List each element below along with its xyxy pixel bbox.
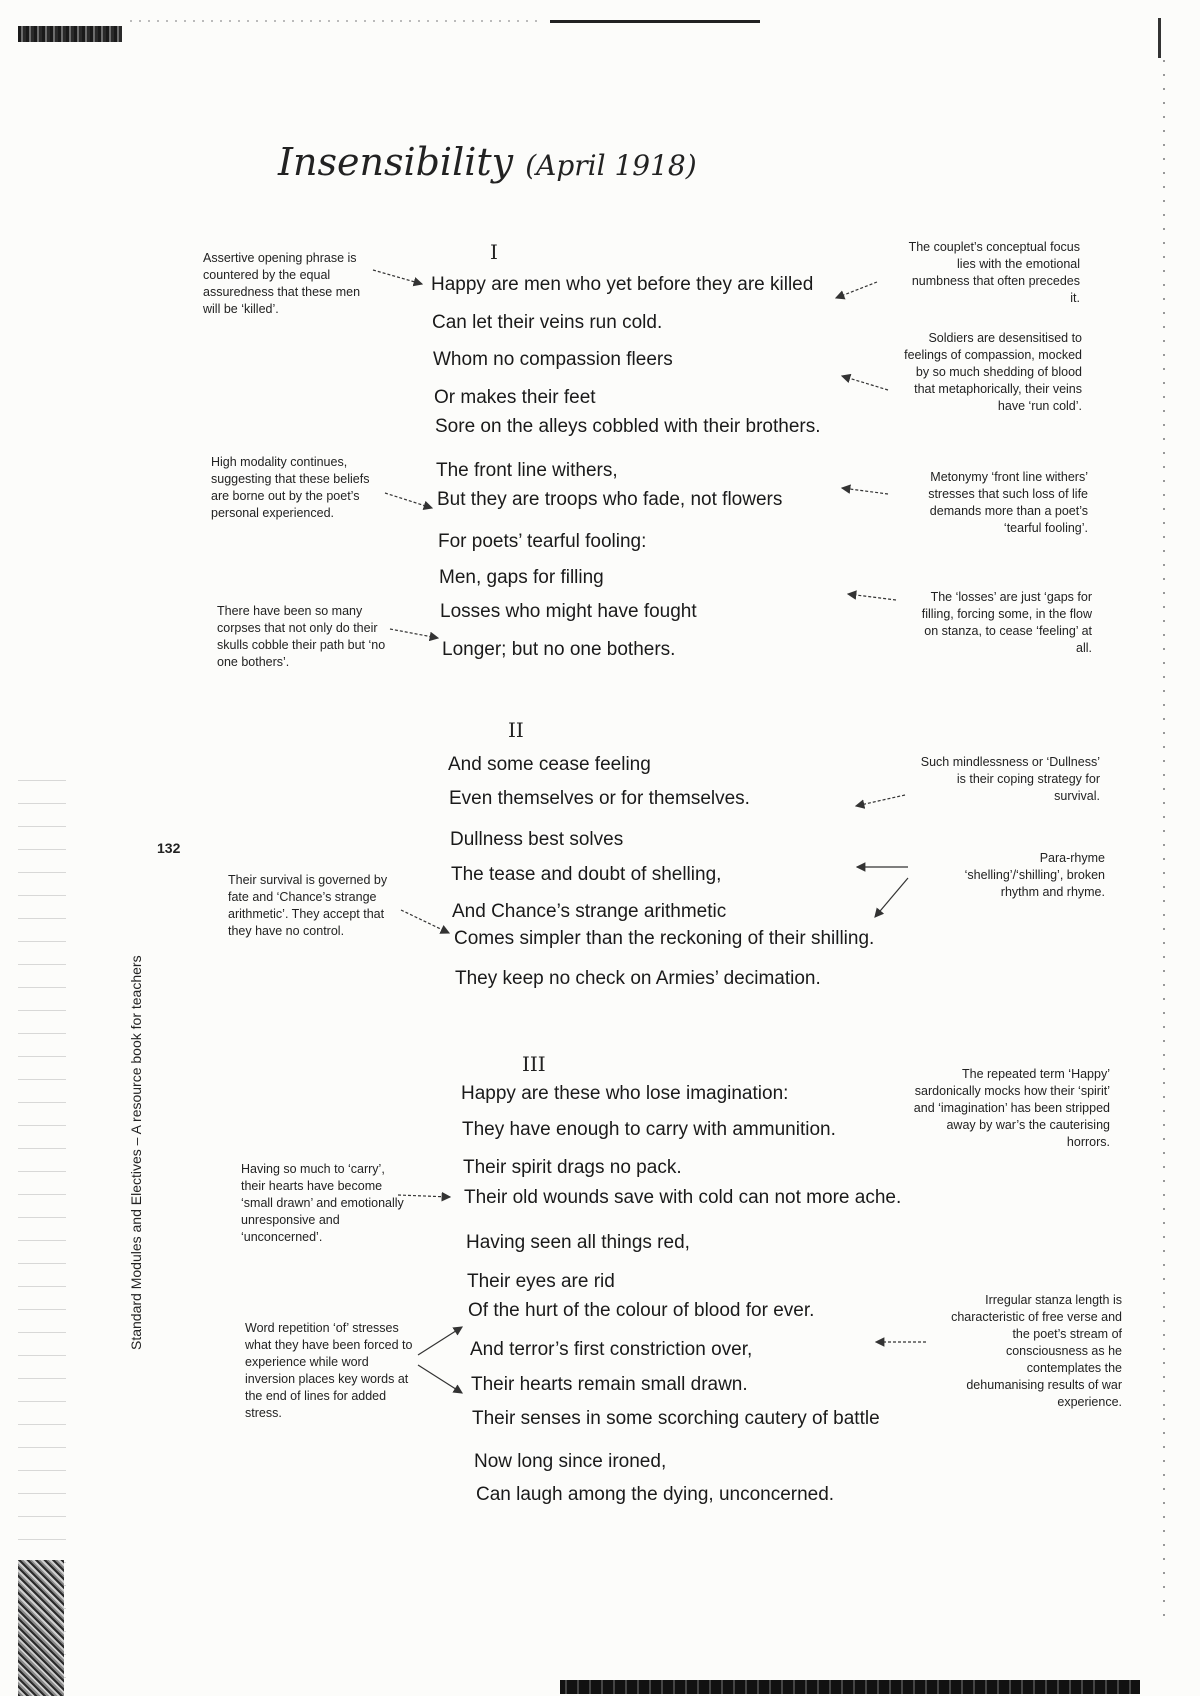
arrow	[418, 1327, 462, 1355]
poem-line: Their spirit drags no pack.	[463, 1157, 682, 1178]
poem-line: Can let their veins run cold.	[432, 312, 663, 333]
poem-line: Or makes their feet	[434, 387, 596, 408]
poem-line: But they are troops who fade, not flowers	[437, 489, 783, 510]
poem-line: Men, gaps for filling	[439, 567, 604, 588]
scan-artifact-bottom-bar	[560, 1680, 1140, 1694]
arrow	[401, 910, 449, 933]
scan-artifact-right-dots	[1163, 60, 1165, 1620]
arrow	[418, 1365, 462, 1393]
scan-artifact-top-dots	[130, 20, 540, 22]
poem-line: Happy are these who lose imagination:	[461, 1083, 789, 1104]
poem-line: Whom no compassion fleers	[433, 349, 673, 370]
poem-line: And some cease feeling	[448, 754, 651, 775]
arrow	[385, 493, 432, 508]
arrow	[856, 795, 905, 806]
poem-line: Can laugh among the dying, unconcerned.	[476, 1484, 835, 1505]
annotation-right: Irregular stanza length is characteristic of free verse and the poet’s stream of consciousness as he contemplates the dehumanising results of war experience.	[951, 1293, 1122, 1409]
arrow	[836, 282, 877, 298]
annotation-left: Assertive opening phrase is countered by the equal assuredness that these men will be ‘killed’.	[203, 251, 361, 316]
poem-line: The tease and doubt of shelling,	[451, 864, 722, 885]
stanza-numeral: I	[490, 240, 498, 264]
poem-line: Their senses in some scorching cautery of battle	[472, 1408, 880, 1429]
scan-artifact-top-line	[550, 20, 760, 23]
arrow	[875, 878, 908, 917]
annotation-left: High modality continues, suggesting that these beliefs are borne out by the poet’s personal experienced.	[211, 455, 370, 520]
poem-line: Of the hurt of the colour of blood for ever.	[468, 1300, 815, 1321]
poem-line: Having seen all things red,	[466, 1232, 690, 1253]
poem-line: Even themselves or for themselves.	[449, 788, 750, 809]
poem-line: The front line withers,	[436, 460, 618, 481]
poem-line: Their old wounds save with cold can not more ache.	[464, 1187, 902, 1208]
annotation-right: The couplet’s conceptual focus lies with the emotional numbness that often precedes it.	[908, 240, 1080, 305]
poem-line: They keep no check on Armies’ decimation.	[455, 968, 821, 989]
poem-line: Their eyes are rid	[467, 1271, 615, 1292]
annotation-right: Metonymy ‘front line withers’ stresses that such loss of life demands more than a poet’s ‘tearful fooling’.	[928, 470, 1088, 535]
title-main: Insensibility	[278, 140, 514, 184]
poem-line: Their hearts remain small drawn.	[471, 1374, 748, 1395]
stanza-numeral: II	[508, 718, 524, 742]
poem-line: Losses who might have fought	[440, 601, 697, 622]
poem-line: And Chance’s strange arithmetic	[452, 901, 727, 922]
running-side-text: Standard Modules and Electives – A resource book for teachers	[128, 955, 144, 1350]
scan-artifact-top-left	[18, 26, 122, 42]
annotation-left: There have been so many corpses that not only do their skulls cobble their path but ‘no one bothers’.	[217, 604, 386, 669]
poem-title	[278, 140, 697, 184]
scan-artifact-left-noise	[18, 780, 66, 1690]
annotation-right: The ‘losses’ are just ‘gaps for filling, forcing some, in the flow on stanza, to cease ‘feeling’ at all.	[921, 590, 1092, 655]
annotation-left: Their survival is governed by fate and ‘Chance’s strange arithmetic’. They accept that they have no control.	[228, 873, 388, 938]
annotation-right: The repeated term ‘Happy’ sardonically mocks how their ‘spirit’ and ‘imagination’ has been stripped away by war’s the cauterising horrors.	[913, 1067, 1110, 1149]
arrow	[390, 629, 438, 638]
arrow	[842, 376, 888, 390]
scan-artifact-bottom-left	[18, 1560, 64, 1696]
poem-line: Dullness best solves	[450, 829, 624, 850]
page-number: 132	[157, 840, 181, 856]
arrow	[373, 270, 422, 284]
annotation-right: Soldiers are desensitised to feelings of compassion, mocked by so much shedding of blood that metaphorically, their veins have ‘run cold’.	[904, 331, 1082, 413]
poem-line: Happy are men who yet before they are killed	[431, 274, 814, 295]
annotation-right: Para-rhyme ‘shelling’/‘shilling’, broken rhythm and rhyme.	[964, 851, 1105, 899]
stanza-numeral: III	[522, 1052, 546, 1076]
annotation-right: Such mindlessness or ‘Dullness’ is their coping strategy for survival.	[920, 755, 1100, 803]
poem-line: Now long since ironed,	[474, 1451, 667, 1472]
poem-line: They have enough to carry with ammunition.	[462, 1119, 836, 1140]
arrow	[848, 594, 896, 600]
poem-line: Longer; but no one bothers.	[442, 639, 676, 660]
poem-line: And terror’s first constriction over,	[470, 1339, 753, 1360]
scan-artifact-right-edge	[1158, 18, 1161, 58]
poem-line: Sore on the alleys cobbled with their brothers.	[435, 416, 821, 437]
arrow	[842, 488, 888, 494]
poem-line: For poets’ tearful fooling:	[438, 531, 647, 552]
annotation-left: Having so much to ‘carry’, their hearts have become ‘small drawn’ and emotionally unresponsive and ‘unconcerned’.	[241, 1162, 404, 1244]
annotation-left: Word repetition ‘of’ stresses what they have been forced to experience while word inversion places key words at the end of lines for added stress.	[245, 1321, 413, 1420]
title-date: (April 1918)	[525, 149, 697, 182]
poem-line: Comes simpler than the reckoning of their shilling.	[454, 928, 875, 949]
